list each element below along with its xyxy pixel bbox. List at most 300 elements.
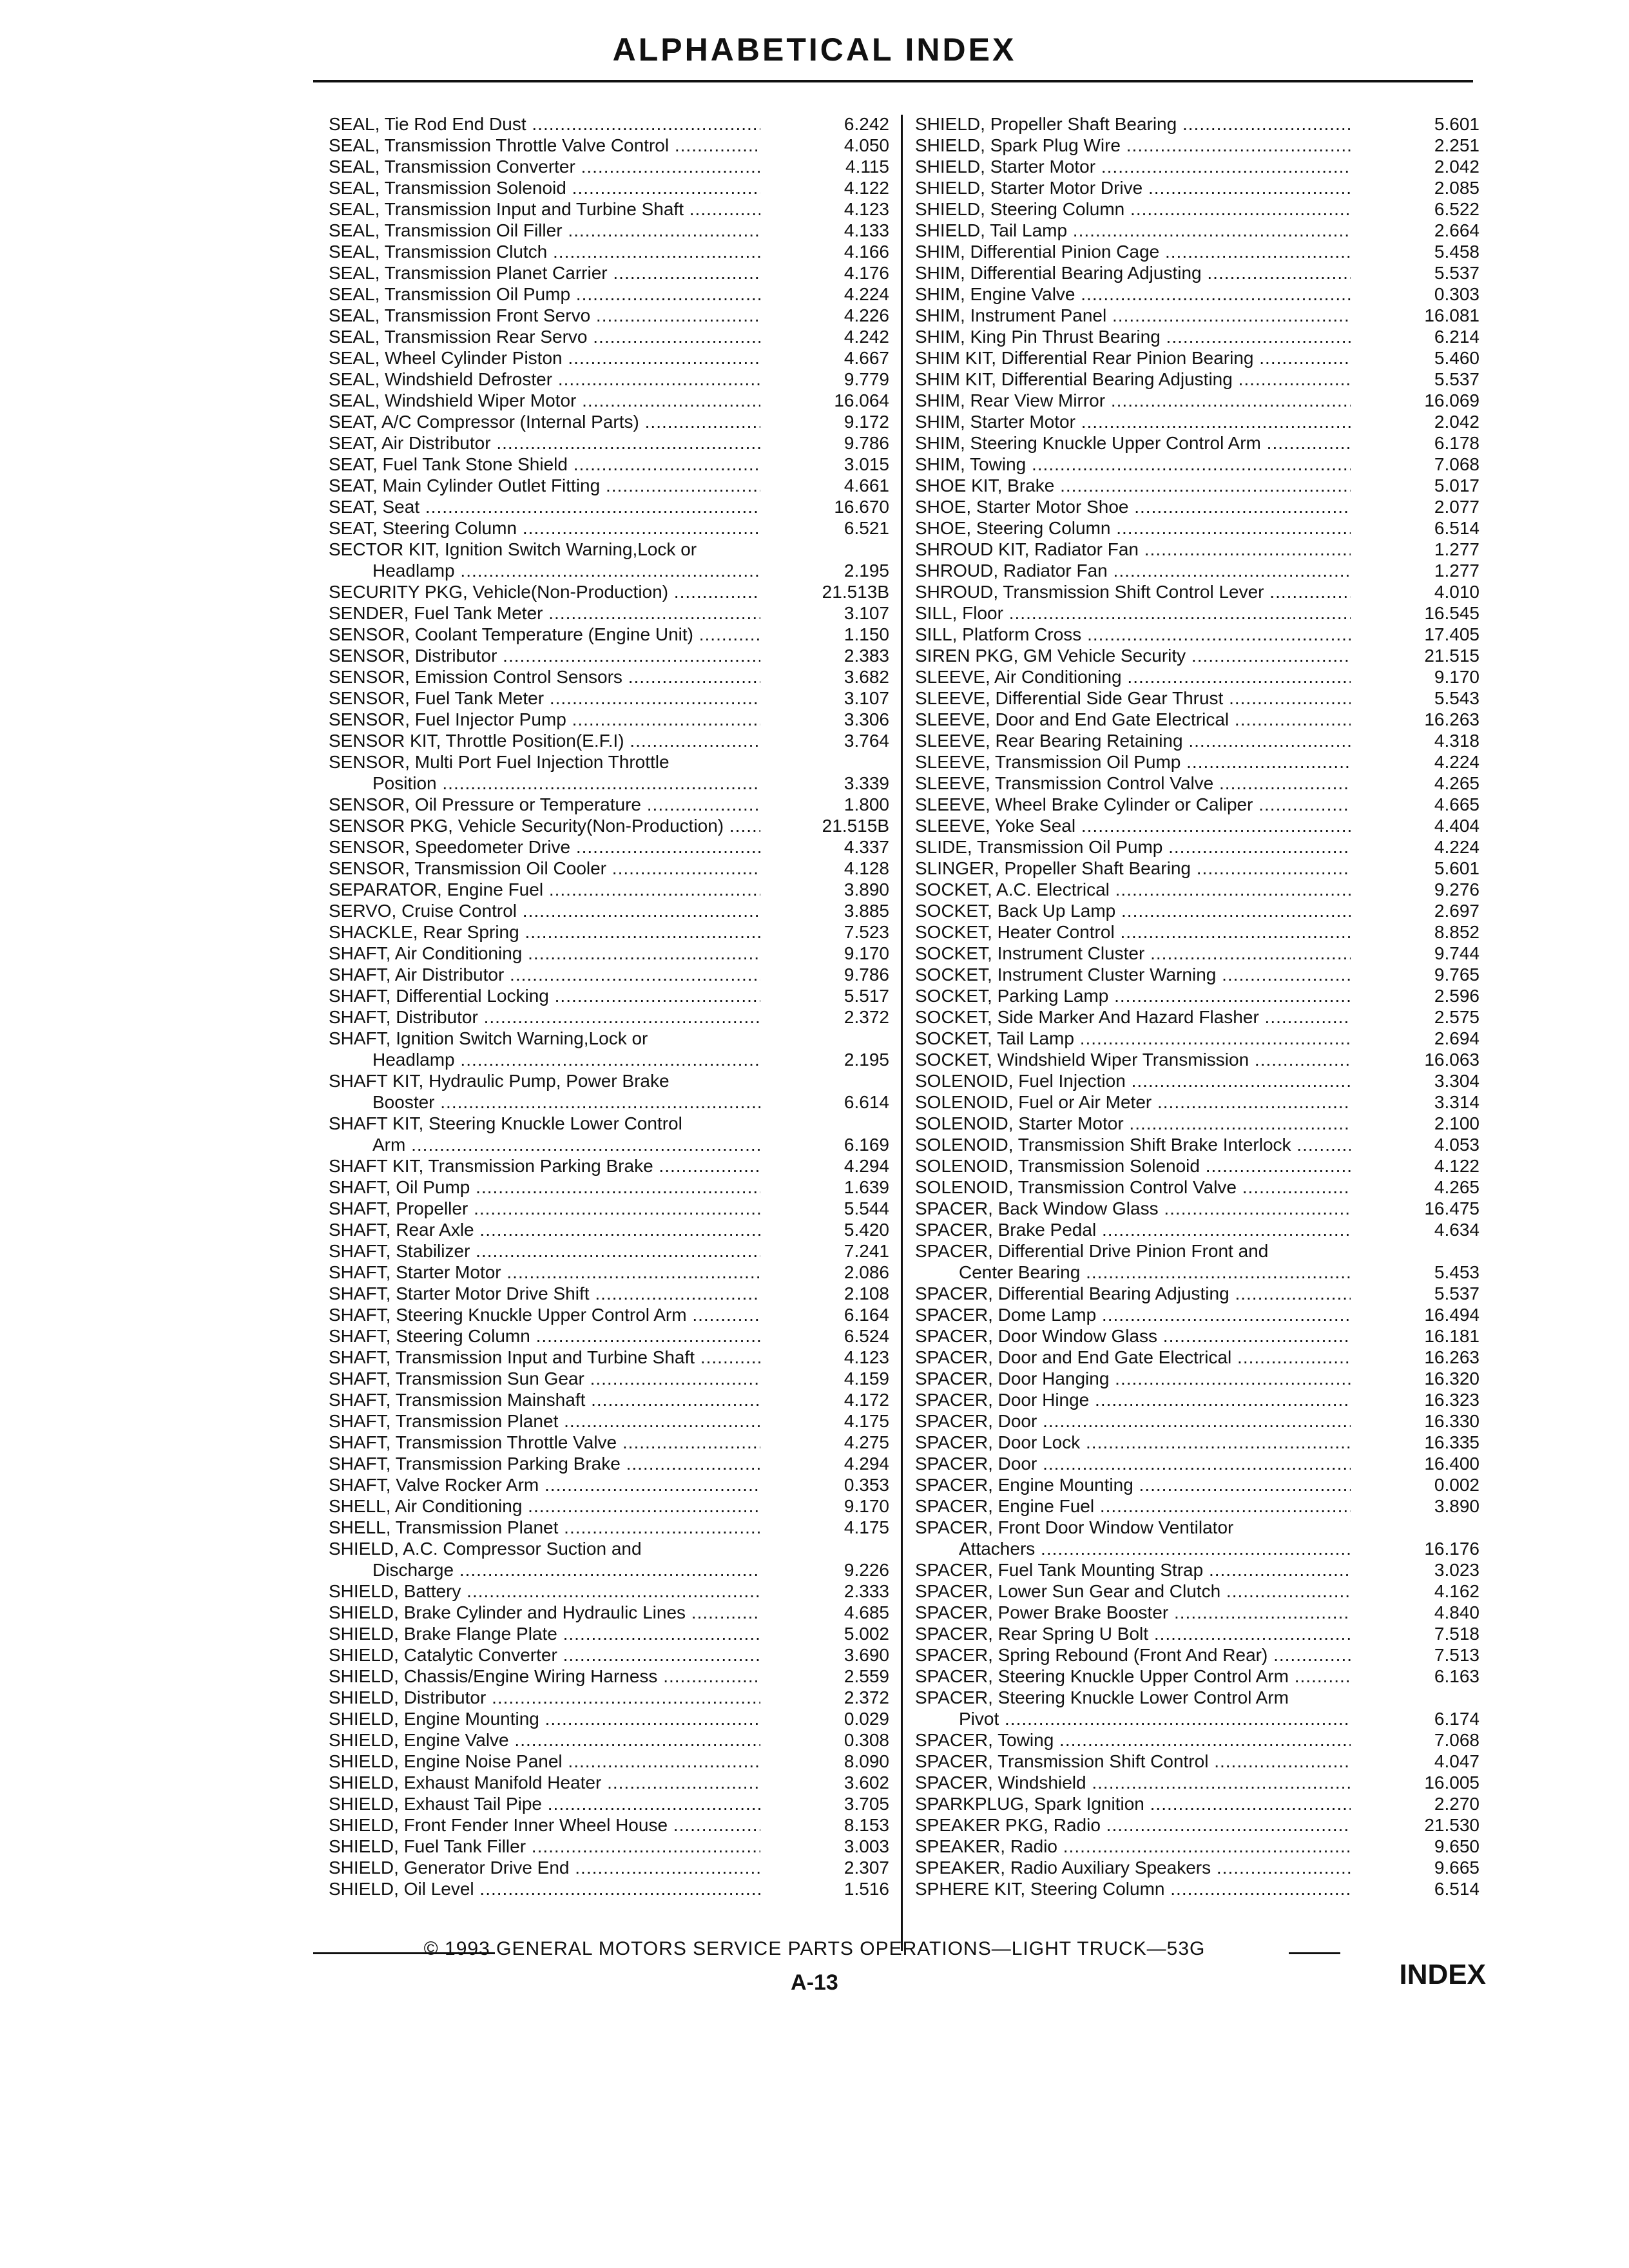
index-entry (915, 1772, 1480, 1793)
index-entry-label: SEAL, Transmission Input and Turbine Shaft ..... (329, 198, 760, 220)
index-entry (915, 560, 1480, 581)
index-entry (915, 496, 1480, 517)
index-entry-label: SHAFT, Transmission Mainshaft ..... (329, 1389, 760, 1410)
index-entry (329, 560, 889, 581)
index-entry-page-ref: 7.068 (1434, 1730, 1480, 1750)
index-entry (329, 326, 889, 347)
index-entry (329, 1751, 889, 1772)
index-entry (915, 1240, 1480, 1262)
index-entry-label: SHIELD, Engine Noise Panel ..... (329, 1751, 760, 1772)
index-entry-label: Position ..... (329, 773, 760, 794)
index-entry-page-ref: 4.166 (843, 242, 889, 262)
index-entry-label: SHAFT, Transmission Parking Brake ..... (329, 1453, 760, 1474)
index-entry-label: SHIELD, Tail Lamp ..... (915, 220, 1351, 241)
index-entry-label: SEAL, Transmission Solenoid ..... (329, 177, 760, 198)
index-entry (915, 581, 1480, 602)
index-entry-label: SOCKET, Parking Lamp ..... (915, 985, 1351, 1006)
index-entry (329, 794, 889, 815)
index-entry-label: SEAL, Windshield Wiper Motor ..... (329, 390, 760, 411)
index-entry-page-ref: 4.404 (1434, 816, 1480, 836)
index-entry-page-ref: 5.544 (843, 1198, 889, 1218)
index-entry-label: SHAFT KIT, Steering Knuckle Lower Control (329, 1113, 682, 1133)
index-entry-label: SEAT, Air Distributor ..... (329, 432, 760, 454)
index-entry-page-ref: 4.050 (843, 135, 889, 155)
index-entry-label: SPACER, Door and End Gate Electrical ..... (915, 1347, 1351, 1368)
index-entry-page-ref: 16.081 (1424, 305, 1480, 325)
index-entry-page-ref: 7.513 (1434, 1645, 1480, 1665)
index-entry-page-ref: 16.263 (1424, 1347, 1480, 1367)
index-entry-label: SILL, Floor ..... (915, 602, 1351, 624)
index-entry-page-ref: 0.029 (843, 1709, 889, 1729)
index-entry-label: SHIELD, Engine Mounting ..... (329, 1708, 760, 1729)
index-entry-label: SLINGER, Propeller Shaft Bearing ..... (915, 858, 1351, 879)
index-entry (329, 1240, 889, 1262)
index-entry (329, 347, 889, 369)
index-entry (915, 432, 1480, 454)
index-entry-page-ref: 3.304 (1434, 1071, 1480, 1091)
index-entry-label: SOCKET, Instrument Cluster Warning ..... (915, 964, 1351, 985)
index-entry (329, 1070, 889, 1091)
index-entry-label: SENSOR, Oil Pressure or Temperature ..... (329, 794, 760, 815)
index-entry (329, 135, 889, 156)
index-entry (915, 1857, 1480, 1878)
index-entry (329, 496, 889, 517)
index-entry (329, 921, 889, 943)
index-entry-label: SEAT, Steering Column ..... (329, 517, 760, 539)
index-entry (329, 730, 889, 751)
index-entry (915, 1113, 1480, 1134)
index-entry-label: SPACER, Differential Bearing Adjusting ..... (915, 1283, 1351, 1304)
index-entry-label: SHELL, Air Conditioning ..... (329, 1495, 760, 1517)
index-entry (329, 1410, 889, 1432)
index-entry (329, 411, 889, 432)
index-entry-label: Center Bearing ..... (915, 1262, 1351, 1283)
index-entry-page-ref: 2.086 (843, 1262, 889, 1282)
index-entry-page-ref: 16.181 (1424, 1326, 1480, 1346)
index-entry-label: SILL, Platform Cross ..... (915, 624, 1351, 645)
index-entry-page-ref: 21.530 (1424, 1815, 1480, 1835)
index-entry (329, 687, 889, 709)
index-entry-label: SHIM, Starter Motor ..... (915, 411, 1351, 432)
index-entry-label: SHIM KIT, Differential Bearing Adjusting ..... (915, 369, 1351, 390)
index-entry (329, 1729, 889, 1751)
index-entry-label: SENSOR KIT, Throttle Position(E.F.I) ..... (329, 730, 760, 751)
index-entry (915, 1347, 1480, 1368)
index-entry (329, 1644, 889, 1666)
index-entry-page-ref: 4.115 (845, 157, 889, 177)
index-entry-page-ref: 16.320 (1424, 1369, 1480, 1389)
index-entry-label: SENSOR, Speedometer Drive ..... (329, 836, 760, 858)
index-entry-page-ref: 3.602 (843, 1773, 889, 1792)
index-entry-label: SEAL, Tie Rod End Dust ..... (329, 113, 760, 135)
index-entry-label: SPACER, Brake Pedal ..... (915, 1219, 1351, 1240)
index-entry (329, 1262, 889, 1283)
index-entry-page-ref: 16.263 (1424, 709, 1480, 729)
index-entry-page-ref: 2.042 (1434, 412, 1480, 432)
index-entry-label: SPACER, Door ..... (915, 1453, 1351, 1474)
index-entry (329, 432, 889, 454)
index-entry-label: SPACER, Door Lock ..... (915, 1432, 1351, 1453)
index-entry (915, 900, 1480, 921)
index-entry-page-ref: 4.128 (843, 858, 889, 878)
index-entry-label: SENSOR PKG, Vehicle Security(Non-Production) ..... (329, 815, 760, 836)
index-entry-page-ref: 3.690 (843, 1645, 889, 1665)
index-entry-page-ref: 4.634 (1434, 1220, 1480, 1240)
index-entry-page-ref: 2.307 (843, 1858, 889, 1878)
index-entry (915, 879, 1480, 900)
index-entry-label: SENSOR, Emission Control Sensors ..... (329, 666, 760, 687)
index-entry-page-ref: 4.047 (1434, 1751, 1480, 1771)
index-entry-page-ref: 1.277 (1434, 539, 1480, 559)
index-entry (329, 858, 889, 879)
index-entry (329, 475, 889, 496)
index-entry-label: SHIELD, Exhaust Tail Pipe ..... (329, 1793, 760, 1814)
index-entry-label: SOCKET, Instrument Cluster ..... (915, 943, 1351, 964)
index-entry-label: SEAL, Transmission Converter ..... (329, 156, 760, 177)
index-entry (329, 666, 889, 687)
index-entry-label: SOLENOID, Transmission Control Valve ..... (915, 1177, 1351, 1198)
index-entry-label: SPACER, Door Window Glass ..... (915, 1325, 1351, 1347)
index-entry-label: SHIM, Rear View Mirror ..... (915, 390, 1351, 411)
index-entry-page-ref: 2.372 (843, 1687, 889, 1707)
index-entry (915, 687, 1480, 709)
index-entry (915, 943, 1480, 964)
index-entry (915, 645, 1480, 666)
index-entry-label: Discharge ..... (329, 1559, 760, 1581)
index-entry-page-ref: 4.123 (843, 1347, 889, 1367)
index-entry-label: SOCKET, Side Marker And Hazard Flasher ..... (915, 1006, 1351, 1028)
index-entry-label: SPACER, Rear Spring U Bolt ..... (915, 1623, 1351, 1644)
index-entry-label: SENSOR, Transmission Oil Cooler ..... (329, 858, 760, 879)
index-entry-label: SPACER, Towing ..... (915, 1729, 1351, 1751)
index-entry-label: SPACER, Fuel Tank Mounting Strap ..... (915, 1559, 1351, 1581)
index-entry-label: SHIM, Instrument Panel ..... (915, 305, 1351, 326)
index-entry-page-ref: 16.400 (1424, 1454, 1480, 1474)
index-entry-label: SPACER, Windshield ..... (915, 1772, 1351, 1793)
index-entry (915, 1304, 1480, 1325)
index-entry (329, 1325, 889, 1347)
index-entry-page-ref: 3.023 (1434, 1560, 1480, 1580)
index-entry (329, 1687, 889, 1708)
index-entry-page-ref: 9.172 (843, 412, 889, 432)
index-entry-page-ref: 16.330 (1424, 1411, 1480, 1431)
index-entry-page-ref: 1.800 (843, 794, 889, 814)
index-entry-page-ref: 4.665 (1434, 794, 1480, 814)
right-index-column (915, 113, 1480, 1899)
index-entry (329, 369, 889, 390)
index-entry (329, 1878, 889, 1899)
index-entry-label: SEAL, Windshield Defroster ..... (329, 369, 760, 390)
index-entry-label: SHAFT, Valve Rocker Arm ..... (329, 1474, 760, 1495)
index-entry-page-ref: 4.175 (843, 1517, 889, 1537)
index-entry (329, 581, 889, 602)
index-entry (915, 1495, 1480, 1517)
index-entry-page-ref: 6.214 (1434, 327, 1480, 347)
index-entry-page-ref: 5.537 (1434, 263, 1480, 283)
index-entry-label: SHIELD, Oil Level ..... (329, 1878, 760, 1899)
index-entry (329, 305, 889, 326)
index-entry (329, 1517, 889, 1538)
index-entry-page-ref: 16.670 (834, 497, 889, 517)
index-entry (915, 1708, 1480, 1729)
index-entry-label: SEAL, Transmission Rear Servo ..... (329, 326, 760, 347)
index-entry (329, 879, 889, 900)
index-entry-label: SHAFT, Starter Motor ..... (329, 1262, 760, 1283)
index-entry-page-ref: 6.164 (843, 1305, 889, 1325)
index-entry (329, 1198, 889, 1219)
index-entry-page-ref: 9.779 (843, 369, 889, 389)
index-entry (915, 113, 1480, 135)
index-entry-label: SHAFT, Stabilizer ..... (329, 1240, 760, 1262)
index-entry-page-ref: 6.524 (843, 1326, 889, 1346)
index-entry-label: SPACER, Steering Knuckle Upper Control Arm ..... (915, 1666, 1351, 1687)
index-entry-page-ref: 2.694 (1434, 1028, 1480, 1048)
index-entry-label: SHIELD, Starter Motor ..... (915, 156, 1351, 177)
index-entry-label: SHIELD, Brake Flange Plate ..... (329, 1623, 760, 1644)
index-entry-page-ref: 4.661 (843, 476, 889, 495)
index-entry-page-ref: 8.090 (843, 1751, 889, 1771)
index-entry-label: SHIELD, Catalytic Converter ..... (329, 1644, 760, 1666)
index-entry (915, 1623, 1480, 1644)
index-entry (329, 1155, 889, 1177)
index-entry-label: SPACER, Door Hanging ..... (915, 1368, 1351, 1389)
index-entry-label: SPACER, Door Hinge ..... (915, 1389, 1351, 1410)
index-entry (915, 1474, 1480, 1495)
index-entry-page-ref: 5.543 (1434, 688, 1480, 708)
index-entry-label: SHAFT, Transmission Sun Gear ..... (329, 1368, 760, 1389)
index-entry (915, 1432, 1480, 1453)
index-entry-page-ref: 2.333 (843, 1581, 889, 1601)
index-entry (915, 1389, 1480, 1410)
index-entry-page-ref: 9.786 (843, 433, 889, 453)
index-entry-page-ref: 2.664 (1434, 220, 1480, 240)
index-entry-page-ref: 9.170 (1434, 667, 1480, 687)
index-entry-label: SHAFT, Rear Axle ..... (329, 1219, 760, 1240)
index-entry-page-ref: 4.010 (1434, 582, 1480, 602)
index-entry-page-ref: 3.314 (1434, 1092, 1480, 1112)
index-entry-page-ref: 4.176 (843, 263, 889, 283)
index-entry-page-ref: 6.163 (1434, 1666, 1480, 1686)
index-entry-label: SENSOR, Distributor ..... (329, 645, 760, 666)
index-entry-label: SEPARATOR, Engine Fuel ..... (329, 879, 760, 900)
index-entry-page-ref: 7.523 (843, 922, 889, 942)
index-entry-page-ref: 5.537 (1434, 1283, 1480, 1303)
index-entry (915, 262, 1480, 284)
index-entry-page-ref: 2.251 (1434, 135, 1480, 155)
index-entry-page-ref: 16.335 (1424, 1432, 1480, 1452)
index-entry-label: SHAFT KIT, Transmission Parking Brake ..... (329, 1155, 760, 1177)
index-entry-page-ref: 6.521 (843, 518, 889, 538)
index-entry-label: SHAFT, Differential Locking ..... (329, 985, 760, 1006)
index-entry-page-ref: 2.195 (843, 561, 889, 581)
index-entry-page-ref: 5.453 (1434, 1262, 1480, 1282)
index-entry-page-ref: 16.475 (1424, 1198, 1480, 1218)
index-entry (329, 1283, 889, 1304)
index-entry-label: SHIM, Towing ..... (915, 454, 1351, 475)
index-entry-page-ref: 3.339 (843, 773, 889, 793)
index-entry (329, 454, 889, 475)
index-entry (915, 1666, 1480, 1687)
index-entry-page-ref: 9.786 (843, 965, 889, 985)
index-entry (329, 943, 889, 964)
index-entry-label: SERVO, Cruise Control ..... (329, 900, 760, 921)
index-entry-page-ref: 9.650 (1434, 1836, 1480, 1856)
index-entry-page-ref: 6.174 (1434, 1709, 1480, 1729)
index-entry (915, 730, 1480, 751)
index-entry-page-ref: 2.270 (1434, 1794, 1480, 1814)
index-entry (329, 1623, 889, 1644)
index-entry-page-ref: 4.318 (1434, 731, 1480, 751)
index-entry-label: SEAT, A/C Compressor (Internal Parts) ..... (329, 411, 760, 432)
index-entry-label: SHOE, Steering Column ..... (915, 517, 1351, 539)
index-entry (329, 900, 889, 921)
index-entry-label: SEAT, Seat ..... (329, 496, 760, 517)
index-entry (915, 454, 1480, 475)
index-entry-label: SHOE KIT, Brake ..... (915, 475, 1351, 496)
index-entry (915, 1134, 1480, 1155)
index-entry-label: SPEAKER PKG, Radio ..... (915, 1814, 1351, 1836)
index-entry-label: SLEEVE, Differential Side Gear Thrust ..... (915, 687, 1351, 709)
index-entry-page-ref: 5.601 (1434, 114, 1480, 134)
index-entry (329, 836, 889, 858)
index-entry-label: SHIM, Steering Knuckle Upper Control Arm ..... (915, 432, 1351, 454)
index-entry (329, 517, 889, 539)
index-entry-page-ref: 0.353 (843, 1475, 889, 1495)
index-entry-page-ref: 0.303 (1434, 284, 1480, 304)
index-entry-label: SHIELD, Exhaust Manifold Heater ..... (329, 1772, 760, 1793)
index-entry-page-ref: 4.224 (843, 284, 889, 304)
index-entry (915, 1049, 1480, 1070)
index-entry (915, 858, 1480, 879)
index-entry (329, 1049, 889, 1070)
index-entry (915, 921, 1480, 943)
index-entry-page-ref: 16.494 (1424, 1305, 1480, 1325)
index-entry (915, 539, 1480, 560)
index-entry (915, 1028, 1480, 1049)
index-entry (915, 1836, 1480, 1857)
index-entry-label: SECURITY PKG, Vehicle(Non-Production) ..... (329, 581, 760, 602)
index-entry-label: Headlamp ..... (329, 1049, 760, 1070)
index-entry-label: SHELL, Transmission Planet ..... (329, 1517, 760, 1538)
index-entry-label: SEAL, Transmission Clutch ..... (329, 241, 760, 262)
index-entry-page-ref: 8.852 (1434, 922, 1480, 942)
index-entry (915, 156, 1480, 177)
index-entry (915, 666, 1480, 687)
column-divider (901, 115, 903, 1951)
index-entry (915, 1559, 1480, 1581)
index-entry-page-ref: 4.840 (1434, 1602, 1480, 1622)
index-entry (915, 751, 1480, 773)
index-entry-page-ref: 9.226 (843, 1560, 889, 1580)
index-entry-label: SHIELD, Engine Valve ..... (329, 1729, 760, 1751)
index-entry (915, 836, 1480, 858)
index-entry-page-ref: 4.337 (843, 837, 889, 857)
index-entry (329, 113, 889, 135)
page-number: A-13 (791, 1970, 838, 1995)
index-entry-label: SOLENOID, Starter Motor ..... (915, 1113, 1351, 1134)
index-entry-label: SLEEVE, Wheel Brake Cylinder or Caliper ..... (915, 794, 1351, 815)
index-entry-page-ref: 2.559 (843, 1666, 889, 1686)
index-entry-label: SHAFT, Air Conditioning ..... (329, 943, 760, 964)
index-entry (915, 815, 1480, 836)
index-entry-label: SEAL, Transmission Planet Carrier ..... (329, 262, 760, 284)
index-entry (329, 1793, 889, 1814)
index-entry (915, 1644, 1480, 1666)
index-entry-page-ref: 3.764 (843, 731, 889, 751)
index-entry (329, 1559, 889, 1581)
index-entry-page-ref: 4.224 (1434, 752, 1480, 772)
index-entry (915, 1814, 1480, 1836)
index-entry-page-ref: 16.063 (1424, 1050, 1480, 1070)
index-entry-label: SOCKET, Heater Control ..... (915, 921, 1351, 943)
index-entry-label: SHIELD, Generator Drive End ..... (329, 1857, 760, 1878)
index-entry-page-ref: 5.460 (1434, 348, 1480, 368)
index-entry (329, 1538, 889, 1559)
index-entry (329, 1304, 889, 1325)
index-entry-label: SHIM, King Pin Thrust Bearing ..... (915, 326, 1351, 347)
index-entry (915, 1410, 1480, 1432)
index-entry-label: SHIM KIT, Differential Rear Pinion Bearing ..... (915, 347, 1351, 369)
index-entry-label: SOLENOID, Fuel Injection ..... (915, 1070, 1351, 1091)
index-entry (329, 539, 889, 560)
index-entry-page-ref: 21.515 (1424, 646, 1480, 666)
index-entry (329, 602, 889, 624)
index-entry-page-ref: 4.122 (843, 178, 889, 198)
index-entry (329, 1772, 889, 1793)
index-entry-page-ref: 4.133 (843, 220, 889, 240)
index-entry-label: SHAFT, Steering Knuckle Upper Control Arm ..... (329, 1304, 760, 1325)
index-entry (915, 1155, 1480, 1177)
footer-copyright: © 1993 GENERAL MOTORS SERVICE PARTS OPERATIONS—LIGHT TRUCK—53G (423, 1938, 1206, 1959)
index-entry-page-ref: 3.682 (843, 667, 889, 687)
index-entry-label: SOLENOID, Fuel or Air Meter ..... (915, 1091, 1351, 1113)
index-entry-label: SHAFT, Transmission Planet ..... (329, 1410, 760, 1432)
index-entry (915, 1878, 1480, 1899)
index-entry-page-ref: 4.265 (1434, 773, 1480, 793)
index-entry-label: SHAFT, Propeller ..... (329, 1198, 760, 1219)
index-entry (915, 1687, 1480, 1708)
index-entry-label: SPACER, Back Window Glass ..... (915, 1198, 1351, 1219)
index-entry-page-ref: 5.458 (1434, 242, 1480, 262)
index-entry-page-ref: 3.885 (843, 901, 889, 921)
index-entry-page-ref: 2.085 (1434, 178, 1480, 198)
index-entry (329, 985, 889, 1006)
index-entry-page-ref: 6.169 (843, 1135, 889, 1155)
index-entry-page-ref: 1.516 (843, 1879, 889, 1899)
index-entry (915, 241, 1480, 262)
index-entry-page-ref: 2.100 (1434, 1113, 1480, 1133)
index-entry-page-ref: 1.639 (843, 1177, 889, 1197)
index-entry-label: SEAL, Transmission Front Servo ..... (329, 305, 760, 326)
index-entry-page-ref: 6.514 (1434, 518, 1480, 538)
index-entry (329, 1113, 889, 1134)
index-entry (915, 177, 1480, 198)
index-entry (329, 964, 889, 985)
index-entry-page-ref: 2.077 (1434, 497, 1480, 517)
index-entry (915, 1091, 1480, 1113)
index-entry (915, 602, 1480, 624)
index-entry-label: SOCKET, Tail Lamp ..... (915, 1028, 1351, 1049)
index-entry (329, 1368, 889, 1389)
index-entry-label: SPEAKER, Radio Auxiliary Speakers ..... (915, 1857, 1351, 1878)
index-entry (329, 1453, 889, 1474)
index-entry-label: SHIELD, Starter Motor Drive ..... (915, 177, 1351, 198)
index-entry-page-ref: 4.224 (1434, 837, 1480, 857)
index-entry (915, 284, 1480, 305)
index-entry-label: SENSOR, Fuel Injector Pump ..... (329, 709, 760, 730)
index-entry (915, 1538, 1480, 1559)
index-entry-page-ref: 7.241 (843, 1241, 889, 1261)
